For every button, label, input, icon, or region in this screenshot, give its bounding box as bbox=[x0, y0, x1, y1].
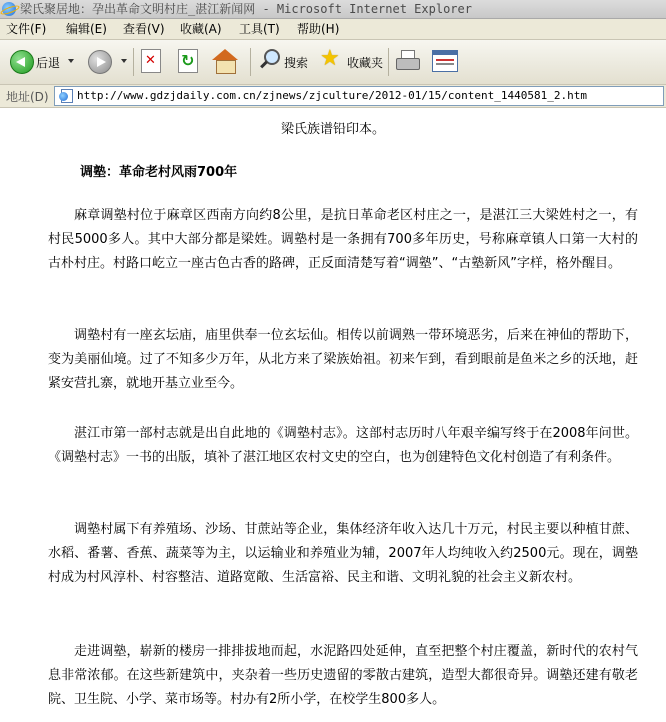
back-button-label[interactable]: 后退 bbox=[36, 56, 61, 70]
article-heading: 调塾：革命老村风雨700年 bbox=[80, 165, 238, 180]
toolbar-divider bbox=[133, 48, 134, 76]
favorites-button-label[interactable]: 收藏夹 bbox=[347, 56, 384, 70]
ie-logo-icon bbox=[2, 2, 16, 16]
article-paragraph: 麻章调塾村位于麻章区西南方向约8公里，是抗日革命老区村庄之一，是湛江三大梁姓村之一，有村民5000多人。其中大部分都是梁姓。调塾村是一条拥有700多年历史，号称麻章镇人口第一大村的古朴村庄。村路口屹立一座古色古香的路碑，正反面清楚写着“调塾”、“古塾新风”字样，格外醒目。 bbox=[48, 208, 638, 271]
search-button-label[interactable]: 搜索 bbox=[284, 56, 309, 70]
print-icon[interactable] bbox=[396, 50, 418, 70]
home-icon[interactable] bbox=[212, 49, 238, 73]
refresh-icon[interactable] bbox=[178, 49, 198, 73]
toolbar bbox=[0, 40, 666, 85]
toolbar-divider bbox=[250, 48, 251, 76]
menu-bar bbox=[0, 19, 666, 40]
article-paragraph: 走进调塾，崭新的楼房一排排拔地而起，水泥路四处延伸，直至把整个村庄覆盖，新时代的农村气息非常浓郁。在这些新建筑中，夹杂着一些历史遗留的零散古建筑，造型大都很奇异。调塾还建有敬老院、卫生院、小学、菜市场等。村办有2所小学，在校学生800多人。 bbox=[48, 644, 638, 707]
back-arrow-icon[interactable] bbox=[10, 50, 34, 74]
address-input[interactable] bbox=[54, 86, 664, 106]
menu-view[interactable]: 查看(V) bbox=[123, 22, 165, 36]
menu-edit[interactable]: 编辑(E) bbox=[66, 22, 107, 36]
menu-file[interactable]: 文件(F) bbox=[6, 22, 47, 36]
page-icon bbox=[59, 89, 72, 102]
title-bar bbox=[0, 0, 666, 19]
back-dropdown-icon[interactable] bbox=[68, 59, 74, 63]
toolbar-divider bbox=[388, 48, 389, 76]
favorites-star-icon[interactable]: ★ bbox=[320, 46, 340, 71]
mail-icon[interactable] bbox=[432, 50, 458, 72]
article-paragraph: 调塾村有一座玄坛庙，庙里供奉一位玄坛仙。相传以前调熟一带环境恶劣，后来在神仙的帮助下，变为美丽仙境。过了不知多少万年，从北方来了梁族始祖。初来乍到，看到眼前是鱼米之乡的沃地，赶紧安营扎寨，就地开基立业至今。 bbox=[48, 328, 638, 391]
address-url[interactable]: http://www.gdzjdaily.com.cn/zjnews/zjculture/2012-01/15/content_1440581_2.htm bbox=[77, 89, 587, 102]
search-icon[interactable] bbox=[260, 49, 280, 69]
address-bar bbox=[0, 85, 666, 108]
forward-arrow-icon[interactable] bbox=[88, 50, 112, 74]
window-title: 梁氏聚居地：孕出革命文明村庄_湛江新闻网 - Microsoft Internet Explorer bbox=[20, 2, 472, 16]
stop-icon[interactable] bbox=[141, 49, 161, 73]
forward-dropdown-icon[interactable] bbox=[121, 59, 127, 63]
article-paragraph: 调塾村属下有养殖场、沙场、甘蔗站等企业，集体经济年收入达几十万元，村民主要以种植甘蔗、水稻、番薯、香蕉、蔬菜等为主，以运输业和养殖业为辅，2007年人均纯收入约2500元。现在，调塾村成为村风淳朴、村容整洁、道路宽敞、生活富裕、民主和谐、文明礼貌的社会主义新农村。 bbox=[48, 522, 638, 585]
menu-tools[interactable]: 工具(T) bbox=[239, 22, 280, 36]
menu-help[interactable]: 帮助(H) bbox=[297, 22, 340, 36]
image-caption: 梁氏族谱铅印本。 bbox=[280, 122, 385, 137]
page-content bbox=[0, 108, 666, 722]
menu-favorites[interactable]: 收藏(A) bbox=[180, 22, 222, 36]
address-label: 地址(D) bbox=[6, 90, 49, 104]
article-paragraph: 湛江市第一部村志就是出自此地的《调塾村志》。这部村志历时八年艰辛编写终于在2008年问世。《调塾村志》一书的出版，填补了湛江地区农村文史的空白，也为创建特色文化村创造了有利条件。 bbox=[48, 426, 638, 465]
